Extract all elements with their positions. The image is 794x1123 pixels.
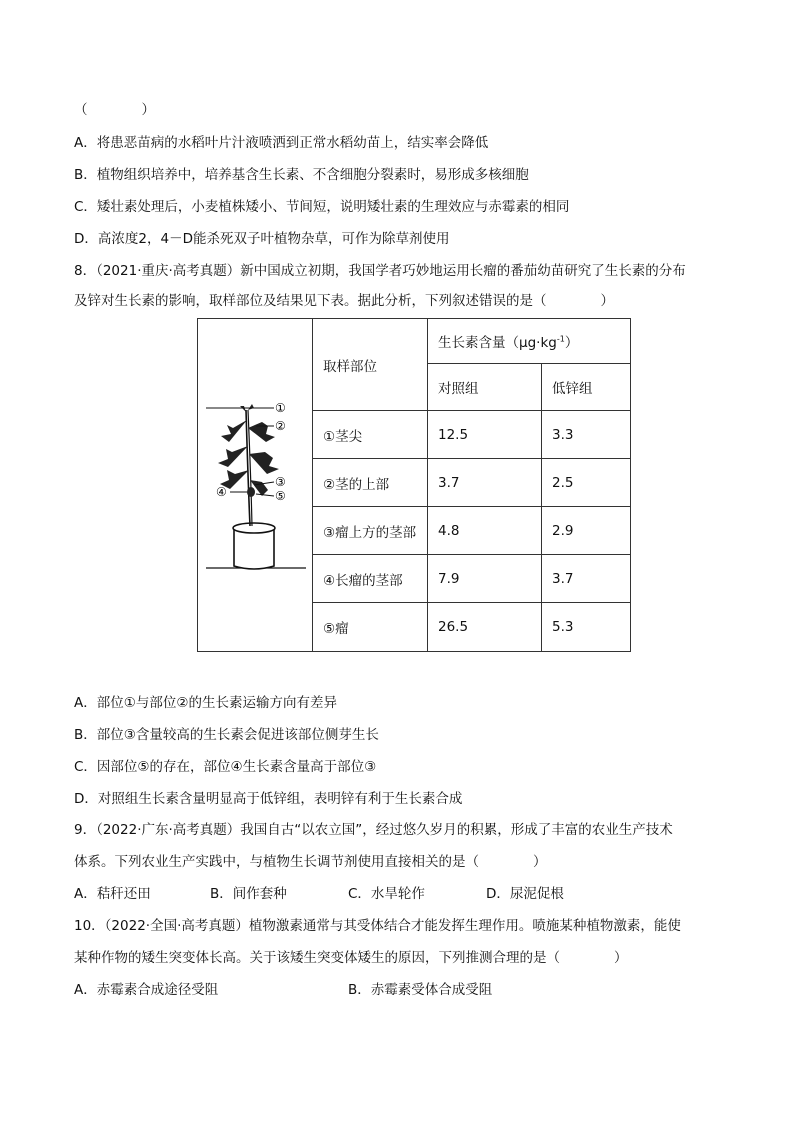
q8-stem-line2: 及锌对生长素的影响，取样部位及结果见下表。据此分析，下列叙述错误的是（ ） — [74, 293, 614, 309]
q8-stem-line1: 8．（2021·重庆·高考真题）新中国成立初期，我国学者巧妙地运用长瘤的番茄幼苗研究了生长素的分布 — [74, 263, 686, 279]
row-low-zinc: 3.7 — [542, 555, 631, 603]
q7-option-d: D．高浓度2，4－D能杀死双子叶植物杂草，可作为除草剂使用 — [74, 231, 450, 247]
row-site: ①茎尖 — [313, 411, 428, 459]
q10-stem-line2: 某种作物的矮生突变体长高。关于该矮生突变体矮生的原因，下列推测合理的是（ ） — [74, 950, 628, 966]
q9-option-d: D．尿泥促根 — [486, 886, 564, 902]
row-control: 7.9 — [428, 555, 542, 603]
q7-option-b: B．植物组织培养中，培养基含生长素、不含细胞分裂素时，易形成多核细胞 — [74, 167, 529, 183]
q8-option-b: B．部位③含量较高的生长素会促进该部位侧芽生长 — [74, 727, 379, 743]
q10-stem-line1: 10．（2022·全国·高考真题）植物激素通常与其受体结合才能发挥生理作用。喷施某种植物激素，能使 — [74, 918, 681, 934]
label-4: ④ — [216, 485, 227, 499]
q8-option-d: D．对照组生长素含量明显高于低锌组，表明锌有利于生长素合成 — [74, 791, 463, 807]
q8-data-table — [197, 318, 631, 652]
row-site: ②茎的上部 — [313, 459, 428, 507]
q7-option-c: C．矮壮素处理后，小麦植株矮小、节间短，说明矮壮素的生理效应与赤霉素的相同 — [74, 199, 570, 215]
row-control: 26.5 — [428, 603, 542, 652]
tomato-plant-illustration — [198, 320, 312, 650]
row-low-zinc: 2.9 — [542, 507, 631, 555]
q7-option-a: A．将患恶苗病的水稻叶片汁液喷洒到正常水稻幼苗上，结实率会降低 — [74, 135, 489, 151]
q9-option-c: C．水旱轮作 — [348, 886, 425, 902]
row-site: ④长瘤的茎部 — [313, 555, 428, 603]
q10-option-b: B．赤霉素受体合成受阻 — [348, 982, 493, 998]
q9-options — [74, 884, 564, 904]
q10-option-a: A．赤霉素合成途径受阻 — [74, 982, 219, 998]
tomato-seedling-figure — [198, 319, 313, 652]
header-control: 对照组 — [428, 364, 542, 411]
q9-option-b: B．间作套种 — [210, 886, 287, 902]
row-low-zinc: 2.5 — [542, 459, 631, 507]
row-control: 4.8 — [428, 507, 542, 555]
label-3: ③ — [275, 475, 286, 489]
row-low-zinc: 5.3 — [542, 603, 631, 652]
row-control: 12.5 — [428, 411, 542, 459]
q8-option-a: A．部位①与部位②的生长素运输方向有差异 — [74, 695, 337, 711]
q9-option-a: A．秸秆还田 — [74, 886, 151, 902]
label-5: ⑤ — [275, 489, 286, 503]
row-site: ③瘤上方的茎部 — [313, 507, 428, 555]
q10-options — [74, 980, 492, 1000]
q9-stem-line1: 9．（2022·广东·高考真题）我国自古“以农立国”，经过悠久岁月的积累，形成了丰富的农业生产技术 — [74, 822, 673, 838]
row-control: 3.7 — [428, 459, 542, 507]
q9-stem-line2: 体系。下列农业生产实践中，与植物生长调节剂使用直接相关的是（ ） — [74, 854, 547, 870]
header-auxin-content: 生长素含量$(\mu g\cdot kg^{-1})$ — [428, 319, 631, 364]
row-low-zinc: 3.3 — [542, 411, 631, 459]
q7-stem-paren: （ ） — [74, 102, 155, 118]
label-2: ② — [275, 419, 286, 433]
q8-option-c: C．因部位⑤的存在，部位④生长素含量高于部位③ — [74, 759, 377, 775]
label-1: ① — [275, 401, 286, 415]
header-site: 取样部位 — [313, 319, 428, 411]
row-site: ⑤瘤 — [313, 603, 428, 652]
header-low-zinc: 低锌组 — [542, 364, 631, 411]
